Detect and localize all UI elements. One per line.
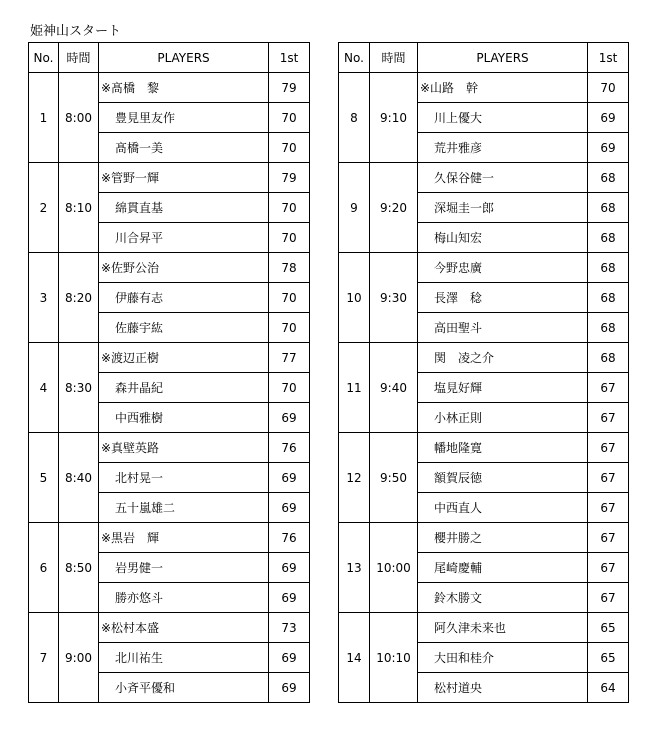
header-score: 1st [269, 43, 310, 73]
tee-time: 8:00 [59, 73, 99, 163]
player-score: 69 [269, 583, 310, 613]
player-name: 綿貫直基 [99, 193, 269, 223]
player-score: 70 [269, 283, 310, 313]
player-score: 73 [269, 613, 310, 643]
player-score: 70 [269, 133, 310, 163]
player-score: 64 [588, 673, 629, 703]
header-players: PLAYERS [418, 43, 588, 73]
page-title: 姫神山スタート [30, 24, 122, 39]
tee-time: 8:20 [59, 253, 99, 343]
group-number: 3 [29, 253, 59, 343]
player-score: 68 [588, 223, 629, 253]
group-number: 1 [29, 73, 59, 163]
player-name: 中西直人 [418, 493, 588, 523]
tee-time: 10:10 [370, 613, 418, 703]
player-name: 北川祐生 [99, 643, 269, 673]
tee-time: 9:50 [370, 433, 418, 523]
player-name: ※渡辺正樹 [99, 343, 269, 373]
player-name: 髙橋一美 [99, 133, 269, 163]
header-no: No. [29, 43, 59, 73]
player-name: ※髙橋 黎 [99, 73, 269, 103]
player-name: 今野忠廣 [418, 253, 588, 283]
player-name: ※管野一輝 [99, 163, 269, 193]
player-score: 67 [588, 523, 629, 553]
header-time: 時間 [59, 43, 99, 73]
player-name: 小斉平優和 [99, 673, 269, 703]
player-name: 阿久津未来也 [418, 613, 588, 643]
player-score: 69 [269, 463, 310, 493]
tee-time: 9:40 [370, 343, 418, 433]
player-name: 大田和桂介 [418, 643, 588, 673]
player-score: 76 [269, 523, 310, 553]
header-time: 時間 [370, 43, 418, 73]
player-score: 70 [269, 373, 310, 403]
group-number: 5 [29, 433, 59, 523]
player-name: 梅山知宏 [418, 223, 588, 253]
header-row [29, 43, 310, 73]
player-score: 68 [588, 343, 629, 373]
player-score: 70 [588, 73, 629, 103]
player-name: 櫻井勝之 [418, 523, 588, 553]
player-score: 67 [588, 373, 629, 403]
tee-time: 9:30 [370, 253, 418, 343]
player-score: 67 [588, 553, 629, 583]
player-score: 70 [269, 103, 310, 133]
header-players: PLAYERS [99, 43, 269, 73]
tee-time: 9:10 [370, 73, 418, 163]
tee-time: 8:40 [59, 433, 99, 523]
group-number: 7 [29, 613, 59, 703]
start-table-right [338, 42, 629, 703]
group-number: 10 [339, 253, 370, 343]
player-name: 川合昇平 [99, 223, 269, 253]
player-name: 尾崎慶輔 [418, 553, 588, 583]
group-number: 9 [339, 163, 370, 253]
header-row [339, 43, 629, 73]
group-number: 6 [29, 523, 59, 613]
player-name: 岩男健一 [99, 553, 269, 583]
player-score: 69 [588, 133, 629, 163]
player-name: 豊見里友作 [99, 103, 269, 133]
tee-time: 9:00 [59, 613, 99, 703]
player-name: 高田聖斗 [418, 313, 588, 343]
tee-time: 8:10 [59, 163, 99, 253]
player-name: ※佐野公治 [99, 253, 269, 283]
table-row [339, 523, 629, 553]
tee-time: 10:00 [370, 523, 418, 613]
start-table-left [28, 42, 310, 703]
player-name: 五十嵐雄二 [99, 493, 269, 523]
player-name: ※松村本盛 [99, 613, 269, 643]
player-score: 69 [588, 103, 629, 133]
player-name: 森井晶紀 [99, 373, 269, 403]
table-row [29, 163, 310, 193]
group-number: 4 [29, 343, 59, 433]
player-score: 78 [269, 253, 310, 283]
table-row [29, 433, 310, 463]
group-number: 8 [339, 73, 370, 163]
player-score: 69 [269, 643, 310, 673]
player-name: 中西雅樹 [99, 403, 269, 433]
table-row [29, 73, 310, 103]
table-row [29, 343, 310, 373]
player-name: 松村道央 [418, 673, 588, 703]
player-score: 67 [588, 493, 629, 523]
group-number: 11 [339, 343, 370, 433]
player-score: 70 [269, 193, 310, 223]
player-score: 68 [588, 283, 629, 313]
group-number: 13 [339, 523, 370, 613]
header-score: 1st [588, 43, 629, 73]
tee-time: 9:20 [370, 163, 418, 253]
player-score: 70 [269, 223, 310, 253]
player-score: 68 [588, 313, 629, 343]
player-score: 69 [269, 493, 310, 523]
player-score: 68 [588, 193, 629, 223]
player-name: 関 凌之介 [418, 343, 588, 373]
player-score: 68 [588, 253, 629, 283]
player-name: 佐藤宇紘 [99, 313, 269, 343]
player-score: 79 [269, 163, 310, 193]
table-row [29, 523, 310, 553]
header-no: No. [339, 43, 370, 73]
player-name: 勝亦悠斗 [99, 583, 269, 613]
table-row [339, 343, 629, 373]
player-score: 68 [588, 163, 629, 193]
table-row [339, 253, 629, 283]
player-name: 川上優大 [418, 103, 588, 133]
player-score: 65 [588, 613, 629, 643]
player-score: 67 [588, 463, 629, 493]
player-name: 北村晃一 [99, 463, 269, 493]
table-row [339, 433, 629, 463]
table-row [339, 613, 629, 643]
player-score: 76 [269, 433, 310, 463]
table-row [29, 613, 310, 643]
player-name: 長澤 稔 [418, 283, 588, 313]
table-row [339, 73, 629, 103]
player-name: 幡地隆寛 [418, 433, 588, 463]
player-name: 荒井雅彦 [418, 133, 588, 163]
player-name: 小林正則 [418, 403, 588, 433]
player-name: 久保谷健一 [418, 163, 588, 193]
player-name: ※黒岩 輝 [99, 523, 269, 553]
player-score: 67 [588, 433, 629, 463]
table-row [339, 163, 629, 193]
table-row [29, 253, 310, 283]
player-score: 70 [269, 313, 310, 343]
player-score: 69 [269, 673, 310, 703]
tee-time: 8:50 [59, 523, 99, 613]
group-number: 2 [29, 163, 59, 253]
tee-time: 8:30 [59, 343, 99, 433]
player-score: 69 [269, 553, 310, 583]
group-number: 12 [339, 433, 370, 523]
player-name: ※真壁英路 [99, 433, 269, 463]
player-score: 67 [588, 403, 629, 433]
player-name: 鈴木勝文 [418, 583, 588, 613]
player-name: 伊藤有志 [99, 283, 269, 313]
player-score: 77 [269, 343, 310, 373]
player-score: 79 [269, 73, 310, 103]
group-number: 14 [339, 613, 370, 703]
player-score: 69 [269, 403, 310, 433]
player-score: 67 [588, 583, 629, 613]
player-name: 塩見好輝 [418, 373, 588, 403]
player-score: 65 [588, 643, 629, 673]
player-name: 深堀圭一郎 [418, 193, 588, 223]
player-name: ※山路 幹 [418, 73, 588, 103]
player-name: 額賀辰徳 [418, 463, 588, 493]
